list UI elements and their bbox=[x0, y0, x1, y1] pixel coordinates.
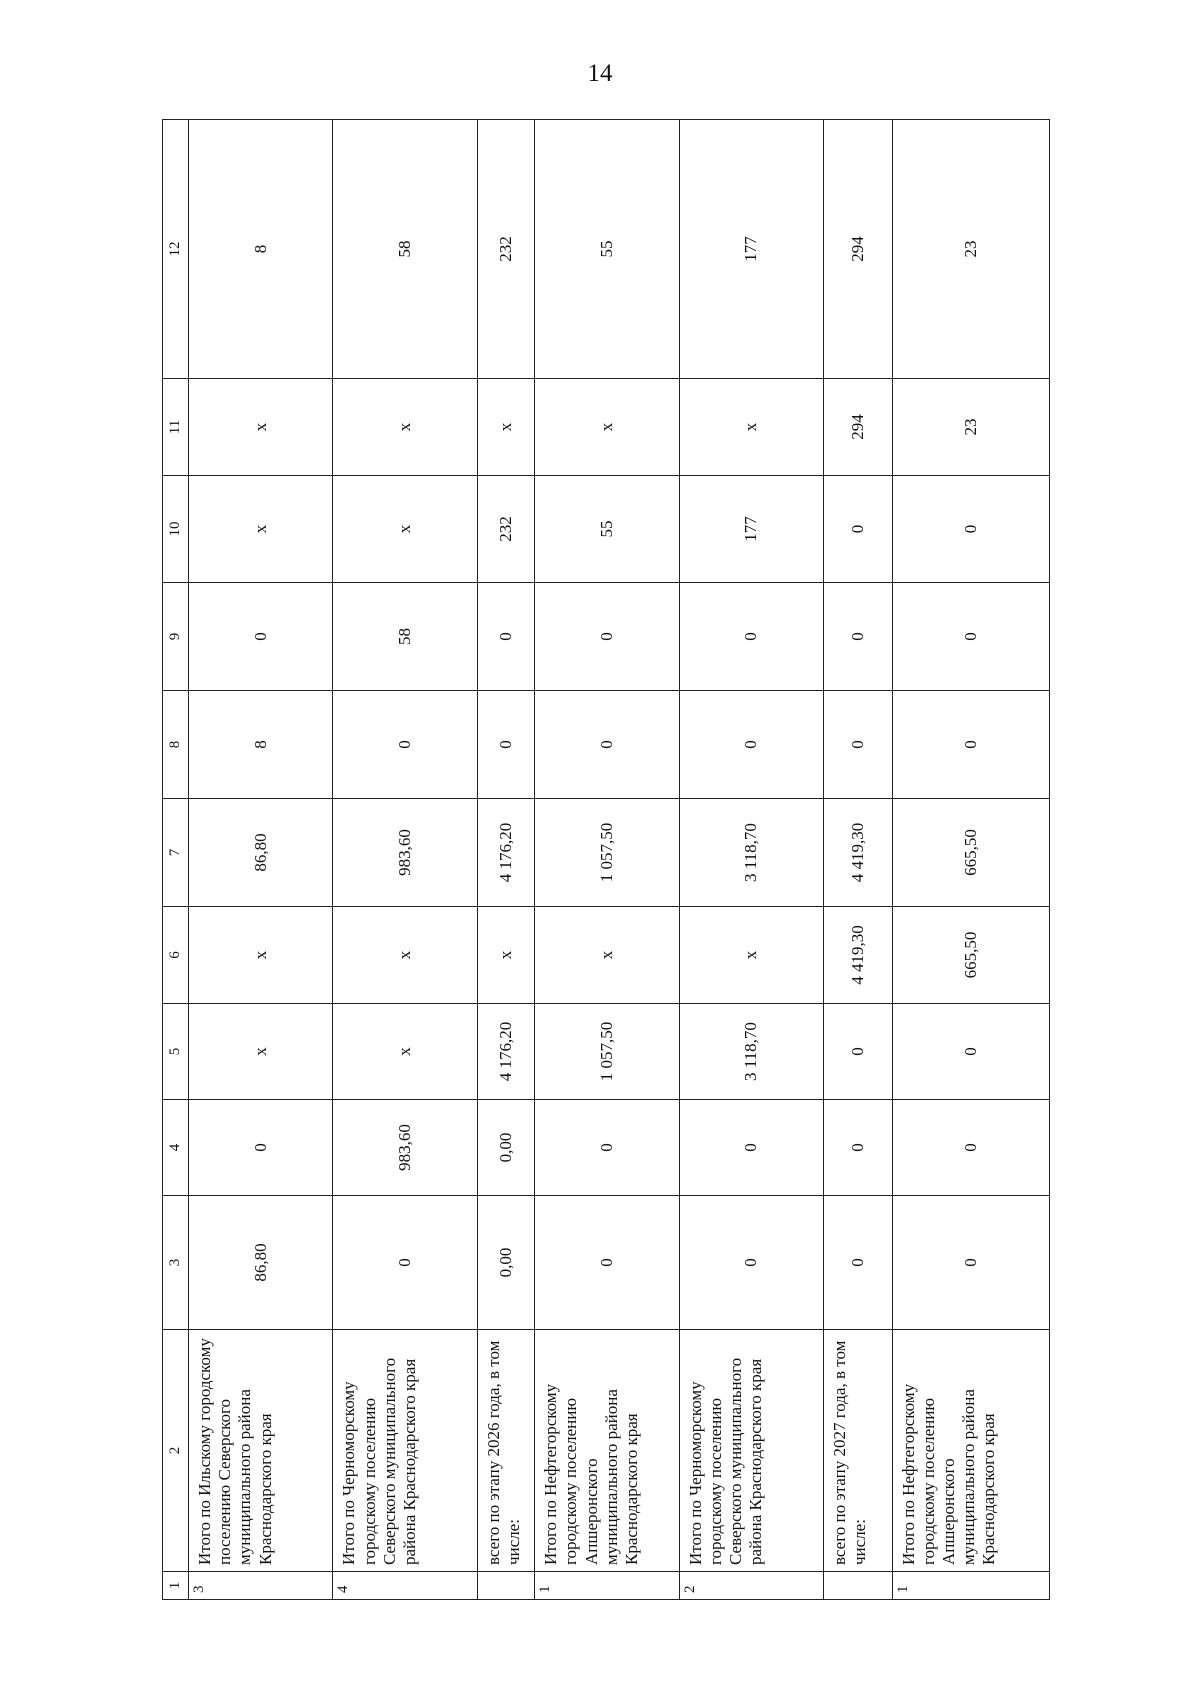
table-cell: 0 bbox=[892, 691, 1049, 799]
row-number bbox=[477, 1572, 535, 1600]
table-cell: 0 bbox=[535, 1100, 679, 1196]
table-cell: 177 bbox=[679, 476, 823, 583]
table-cell: 0,00 bbox=[477, 1196, 535, 1330]
table-cell: 0 bbox=[823, 1004, 892, 1100]
table-cell: х bbox=[477, 907, 535, 1004]
header-cell: 11 bbox=[163, 379, 189, 476]
table-cell: 0 bbox=[892, 1196, 1049, 1330]
table-cell: 0 bbox=[823, 583, 892, 691]
table-cell: 0 bbox=[823, 1196, 892, 1330]
table-cell: 232 bbox=[477, 476, 535, 583]
table-cell: 8 bbox=[189, 691, 333, 799]
row-number: 4 bbox=[333, 1572, 477, 1600]
row-name: Итого по Ильскому городскому поселению Северского муниципального района Краснодарского края bbox=[189, 1330, 333, 1572]
table-cell: 4 419,30 bbox=[823, 907, 892, 1004]
table-cell: 177 bbox=[679, 120, 823, 379]
table-cell: 294 bbox=[823, 120, 892, 379]
row-name: Итого по Черноморскому городскому поселению Северского муниципального района Краснодарского края bbox=[679, 1330, 823, 1572]
table-cell: 1 057,50 bbox=[535, 799, 679, 907]
table-cell: 55 bbox=[535, 476, 679, 583]
table-row bbox=[892, 120, 1049, 1600]
table-cell: 0 bbox=[477, 583, 535, 691]
table-cell: х bbox=[679, 379, 823, 476]
row-number: 1 bbox=[892, 1572, 1049, 1600]
table-cell: х bbox=[333, 476, 477, 583]
table-cell: х bbox=[333, 379, 477, 476]
table-cell: 0 bbox=[535, 1196, 679, 1330]
table-cell: 0 bbox=[679, 1196, 823, 1330]
row-number: 1 bbox=[535, 1572, 679, 1600]
table-cell: 0 bbox=[823, 1100, 892, 1196]
table-cell: 0 bbox=[679, 1100, 823, 1196]
table-cell: 4 419,30 bbox=[823, 799, 892, 907]
row-name: Итого по Черноморскому городскому поселению Северского муниципального района Краснодарского края bbox=[333, 1330, 477, 1572]
header-cell: 8 bbox=[163, 691, 189, 799]
table-cell: 0 bbox=[333, 1196, 477, 1330]
table-cell: 0 bbox=[535, 691, 679, 799]
table-cell: х bbox=[333, 907, 477, 1004]
table-cell: 0 bbox=[189, 1100, 333, 1196]
table-cell: 23 bbox=[892, 379, 1049, 476]
table-cell: х bbox=[535, 379, 679, 476]
table-cell: 1 057,50 bbox=[535, 1004, 679, 1100]
table-cell: 0 bbox=[679, 691, 823, 799]
header-cell: 2 bbox=[163, 1330, 189, 1572]
table-cell: 0 bbox=[189, 583, 333, 691]
table-cell: 55 bbox=[535, 120, 679, 379]
table-cell: 4 176,20 bbox=[477, 1004, 535, 1100]
table-cell: 23 bbox=[892, 120, 1049, 379]
table-row bbox=[679, 120, 823, 1600]
row-name: Итого по Нефтегорскому городскому поселению Апшеронского муниципального района Краснодарского края bbox=[892, 1330, 1049, 1572]
header-cell: 5 bbox=[163, 1004, 189, 1100]
table-cell: 665,50 bbox=[892, 799, 1049, 907]
table-cell: 4 176,20 bbox=[477, 799, 535, 907]
row-number bbox=[823, 1572, 892, 1600]
table-cell: х bbox=[477, 379, 535, 476]
table-row bbox=[823, 120, 892, 1600]
table-cell: х bbox=[189, 907, 333, 1004]
table-cell: 0 bbox=[823, 691, 892, 799]
table-cell: 0 bbox=[535, 583, 679, 691]
table-row bbox=[189, 120, 333, 1600]
table-cell: х bbox=[333, 1004, 477, 1100]
table-cell: 0 bbox=[892, 476, 1049, 583]
row-name: всего по этапу 2026 года, в том числе: bbox=[477, 1330, 535, 1572]
table-row bbox=[535, 120, 679, 1600]
header-cell: 9 bbox=[163, 583, 189, 691]
table-cell: 983,60 bbox=[333, 1100, 477, 1196]
table-cell: 0 bbox=[477, 691, 535, 799]
page-number: 14 bbox=[587, 60, 613, 87]
table-cell: 58 bbox=[333, 583, 477, 691]
header-cell: 10 bbox=[163, 476, 189, 583]
data-table bbox=[162, 119, 1050, 1600]
table-cell: х bbox=[535, 907, 679, 1004]
table-cell: 0 bbox=[892, 1100, 1049, 1196]
table-cell: 294 bbox=[823, 379, 892, 476]
row-number: 3 bbox=[189, 1572, 333, 1600]
rotated-table-frame bbox=[162, 120, 1050, 1600]
row-name: Итого по Нефтегорскому городскому поселению Апшеронского муниципального района Краснодарского края bbox=[535, 1330, 679, 1572]
table-cell: х bbox=[189, 379, 333, 476]
header-cell: 4 bbox=[163, 1100, 189, 1196]
table-cell: 0 bbox=[679, 583, 823, 691]
table-cell: х bbox=[189, 1004, 333, 1100]
table-cell: 665,50 bbox=[892, 907, 1049, 1004]
header-cell: 1 bbox=[163, 1572, 189, 1600]
table-row bbox=[333, 120, 477, 1600]
table-cell: 0,00 bbox=[477, 1100, 535, 1196]
table-cell: 3 118,70 bbox=[679, 1004, 823, 1100]
table-cell: 0 bbox=[823, 476, 892, 583]
table-container bbox=[162, 120, 1050, 1600]
row-name: всего по этапу 2027 года, в том числе: bbox=[823, 1330, 892, 1572]
table-row bbox=[477, 120, 535, 1600]
header-cell: 7 bbox=[163, 799, 189, 907]
table-cell: х bbox=[189, 476, 333, 583]
table-cell: 232 bbox=[477, 120, 535, 379]
table-cell: 86,80 bbox=[189, 1196, 333, 1330]
header-cell: 3 bbox=[163, 1196, 189, 1330]
table-cell: 0 bbox=[892, 583, 1049, 691]
table-cell: 983,60 bbox=[333, 799, 477, 907]
header-cell: 6 bbox=[163, 907, 189, 1004]
table-cell: 3 118,70 bbox=[679, 799, 823, 907]
table-cell: 58 bbox=[333, 120, 477, 379]
table-cell: 8 bbox=[189, 120, 333, 379]
table-cell: 0 bbox=[333, 691, 477, 799]
table-cell: х bbox=[679, 907, 823, 1004]
header-cell: 12 bbox=[163, 120, 189, 379]
table-cell: 0 bbox=[892, 1004, 1049, 1100]
row-number: 2 bbox=[679, 1572, 823, 1600]
header-row bbox=[163, 120, 189, 1600]
table-cell: 86,80 bbox=[189, 799, 333, 907]
